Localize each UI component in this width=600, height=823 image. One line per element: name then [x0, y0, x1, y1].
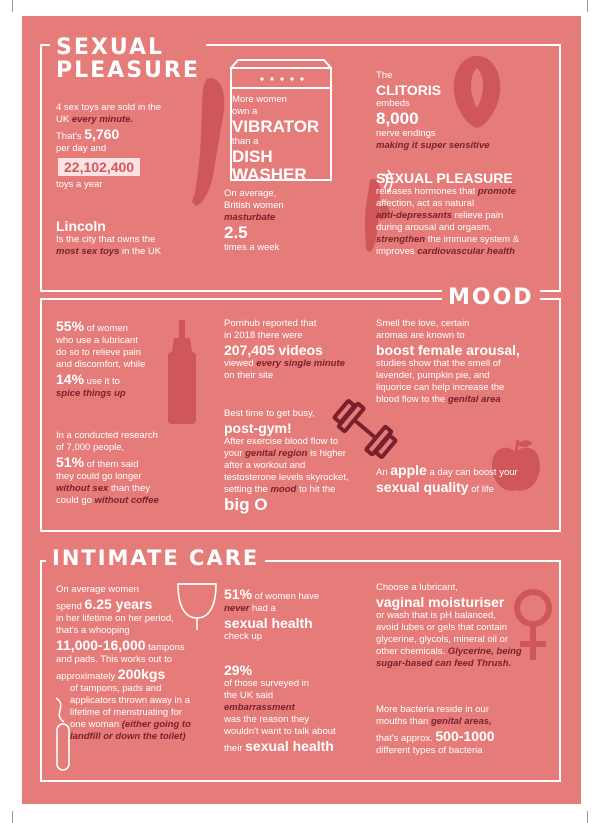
hormones-stat: SEXUAL PLEASURE releases hormones that promote affection, act as natural anti-depressants relieve pain during arousal and orgasm, strengthen the immune system & improves cardiovascular health: [376, 170, 520, 257]
apple-stat: An apple a day can boost your sexual quality of life: [376, 462, 518, 495]
masturbate-stat: On average, British women masturbate 2.5 times a week: [224, 188, 284, 253]
research-stat: In a conducted research of 7,000 people, 51% of them said they could go longer without sex than they could go without coffee: [56, 430, 159, 506]
sex-toys-stat: 4 sex toys are sold in the UK every minute. That's 5,760 per day and 22,102,400 toys a year: [56, 102, 162, 190]
arousal-stat: Smell the love, certain aromas are known to boost female arousal, studies show that the smell of lavender, pumpkin pie, and liquorice can help increase the blood flow to the genital area: [376, 318, 520, 405]
clitoris-stat: The CLITORIS embeds 8,000 nerve endings making it super sensitive: [376, 70, 490, 151]
period-stat: On average women spend 6.25 years in her lifetime on her period, that's a whooping 11,000-16,000 tampons and pads. This works out to approximately 200kgs of tampons, pads and applicators thrown away in a lifetime of menstruating for one woman (either going to landfill or down the toilet): [56, 584, 191, 742]
lincoln-stat: Lincoln Is the city that owns the most sex toys in the UK: [56, 218, 162, 257]
section-title-intimate-care: INTIMATE CARE: [46, 546, 265, 570]
gym-stat: Best time to get busy, post-gym! After exercise blood flow to your genital region is higher after a workout and testosterone levels skyrocket, setting the mood to hit the big O: [224, 408, 349, 514]
vibrator-stat: More women own a VIBRATOR than a DISH WASHER: [232, 94, 320, 184]
bacteria-stat: More bacteria reside in our mouths than genital areas, that's approx. 500-1000 different types of bacteria: [376, 704, 495, 756]
section-title-mood: MOOD: [442, 286, 540, 310]
crop-mark: [12, 811, 13, 823]
lubricant-stat: 55% of women who use a lubricant do so to relieve pain and discomfort, while 14% use it to spice things up: [56, 318, 146, 399]
moisturiser-stat: Choose a lubricant, vaginal moisturiser or wash that is pH balanced, avoid lubes or gels that contain glycerine, glycols, mineral oil or other chemicals. Glycerine, being sugar-based can feed Thrush.: [376, 582, 522, 669]
infographic-page: [22, 16, 581, 804]
crop-mark: [587, 811, 588, 823]
section-title-sexual-pleasure: SEXUAL PLEASURE: [50, 36, 206, 82]
checkup-stat: 51% of women have never had a sexual health check up: [224, 586, 320, 642]
pornhub-stat: Pornhub reported that in 2018 there were 207,405 videos viewed every single minute on their site: [224, 318, 345, 381]
crop-mark: [587, 0, 588, 12]
crop-mark: [12, 0, 13, 12]
survey-stat: 29% of those surveyed in the UK said embarrassment was the reason they wouldn't want to talk about their sexual health: [224, 662, 336, 754]
highlight-value: 22,102,400: [58, 158, 140, 176]
